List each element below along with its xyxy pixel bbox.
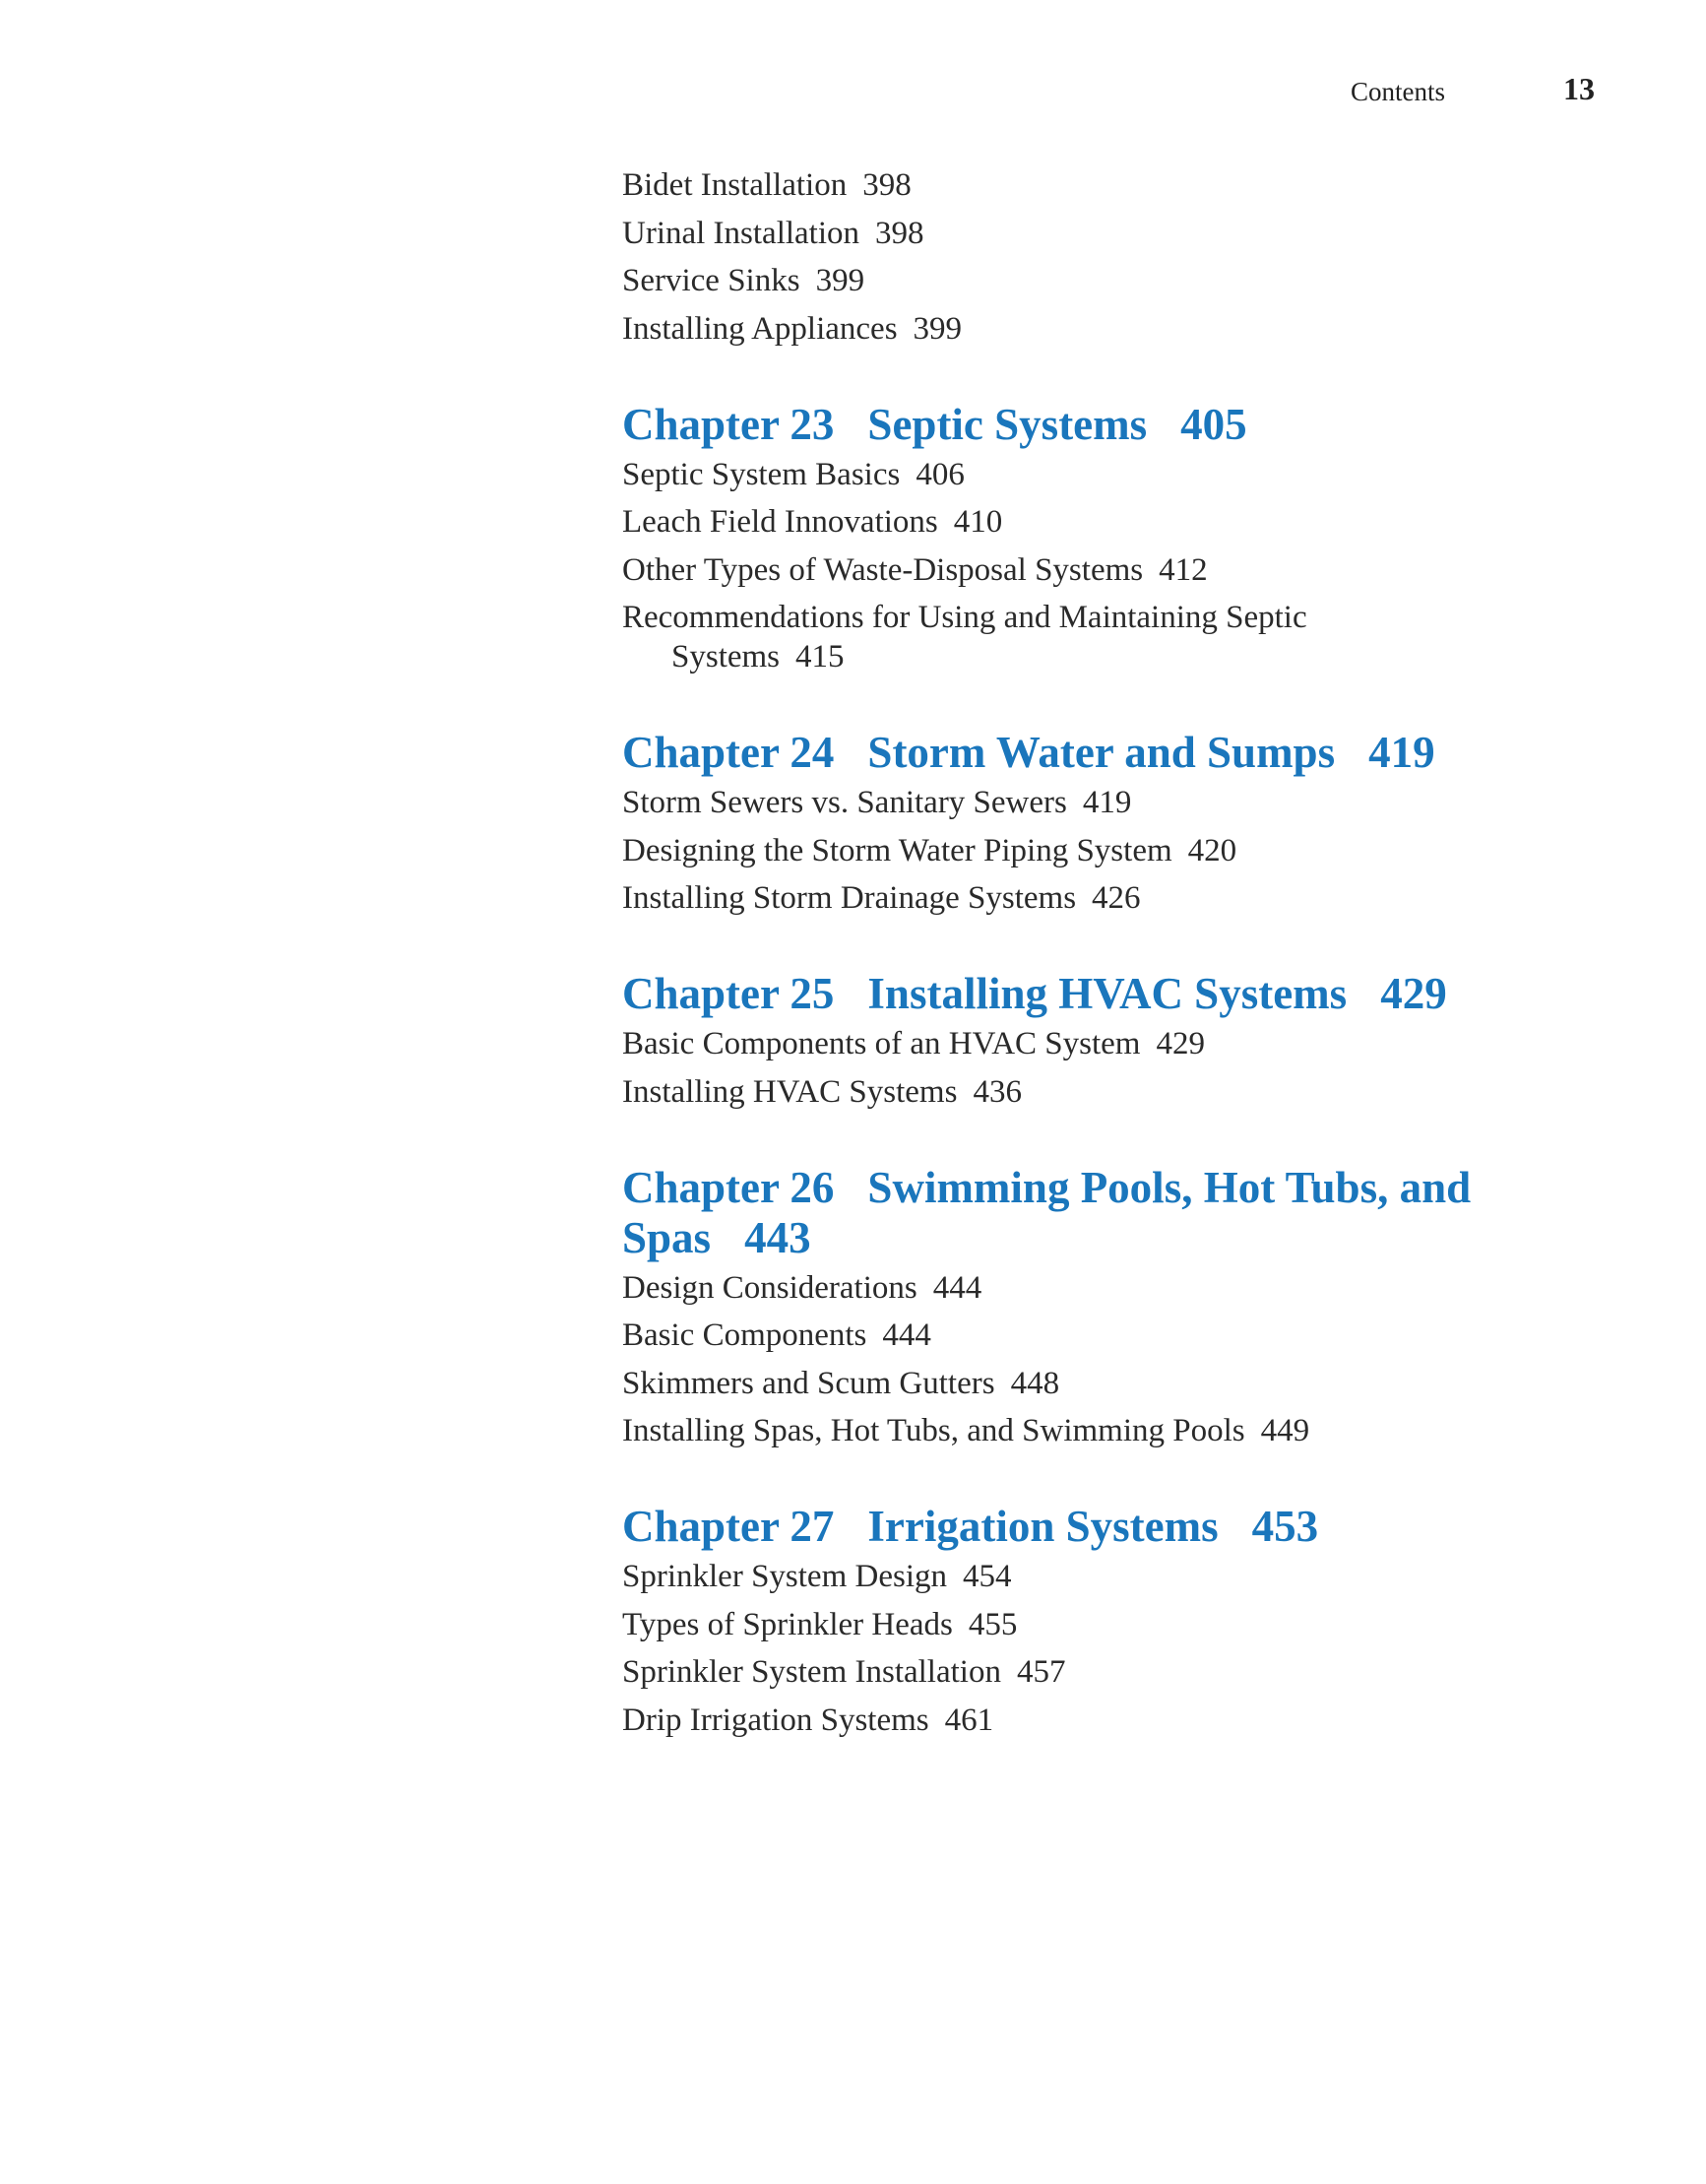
toc-entry[interactable]: Installing HVAC Systems 436 — [622, 1073, 1022, 1110]
chapter-heading-24[interactable]: Chapter 24 Storm Water and Sumps 419 — [622, 728, 1435, 777]
toc-entry[interactable]: Installing Spas, Hot Tubs, and Swimming Pools 449 — [622, 1413, 1310, 1448]
chapter-heading-27[interactable]: Chapter 27 Irrigation Systems 453 — [622, 1502, 1319, 1551]
table-of-contents — [622, 165, 1587, 1748]
toc-entry[interactable]: Designing the Storm Water Piping System 420 — [622, 832, 1237, 868]
toc-entry[interactable]: Installing Appliances 399 — [622, 310, 963, 347]
page-number: 13 — [1563, 71, 1595, 106]
toc-entry[interactable]: Recommendations for Using and Maintaining Septic Systems 415 — [622, 600, 1307, 674]
toc-entry[interactable]: Service Sinks 399 — [622, 263, 865, 298]
toc-entry[interactable]: Drip Irrigation Systems 461 — [622, 1702, 994, 1738]
toc-entry[interactable]: Septic System Basics 406 — [622, 456, 965, 492]
toc-entry[interactable]: Bidet Installation 398 — [622, 167, 912, 203]
toc-entry[interactable]: Other Types of Waste-Disposal Systems 412 — [622, 551, 1208, 588]
running-head — [1280, 71, 1605, 110]
chapter-heading-23[interactable]: Chapter 23 Septic Systems 405 — [622, 399, 1247, 449]
toc-entry[interactable]: Basic Components of an HVAC System 429 — [622, 1026, 1205, 1061]
toc-entry[interactable]: Design Considerations 444 — [622, 1269, 982, 1306]
toc-entry[interactable]: Leach Field Innovations 410 — [622, 504, 1003, 540]
chapter-heading-26[interactable]: Chapter 26 Swimming Pools, Hot Tubs, and Spas 443 — [622, 1162, 1472, 1262]
toc-entry[interactable]: Storm Sewers vs. Sanitary Sewers 419 — [622, 785, 1132, 820]
toc-entry[interactable]: Sprinkler System Design 454 — [622, 1559, 1012, 1594]
leading-entries — [622, 165, 1587, 349]
chapter-heading-25[interactable]: Chapter 25 Installing HVAC Systems 429 — [622, 969, 1447, 1018]
toc-entry[interactable]: Sprinkler System Installation 457 — [622, 1654, 1066, 1690]
toc-entry[interactable]: Basic Components 444 — [622, 1317, 931, 1353]
toc-entry[interactable]: Types of Sprinkler Heads 455 — [622, 1606, 1018, 1642]
toc-entry[interactable]: Installing Storm Drainage Systems 426 — [622, 880, 1141, 916]
toc-entry[interactable]: Skimmers and Scum Gutters 448 — [622, 1365, 1060, 1401]
toc-entry[interactable]: Urinal Installation 398 — [622, 215, 924, 251]
running-head-label: Contents — [1351, 77, 1446, 106]
